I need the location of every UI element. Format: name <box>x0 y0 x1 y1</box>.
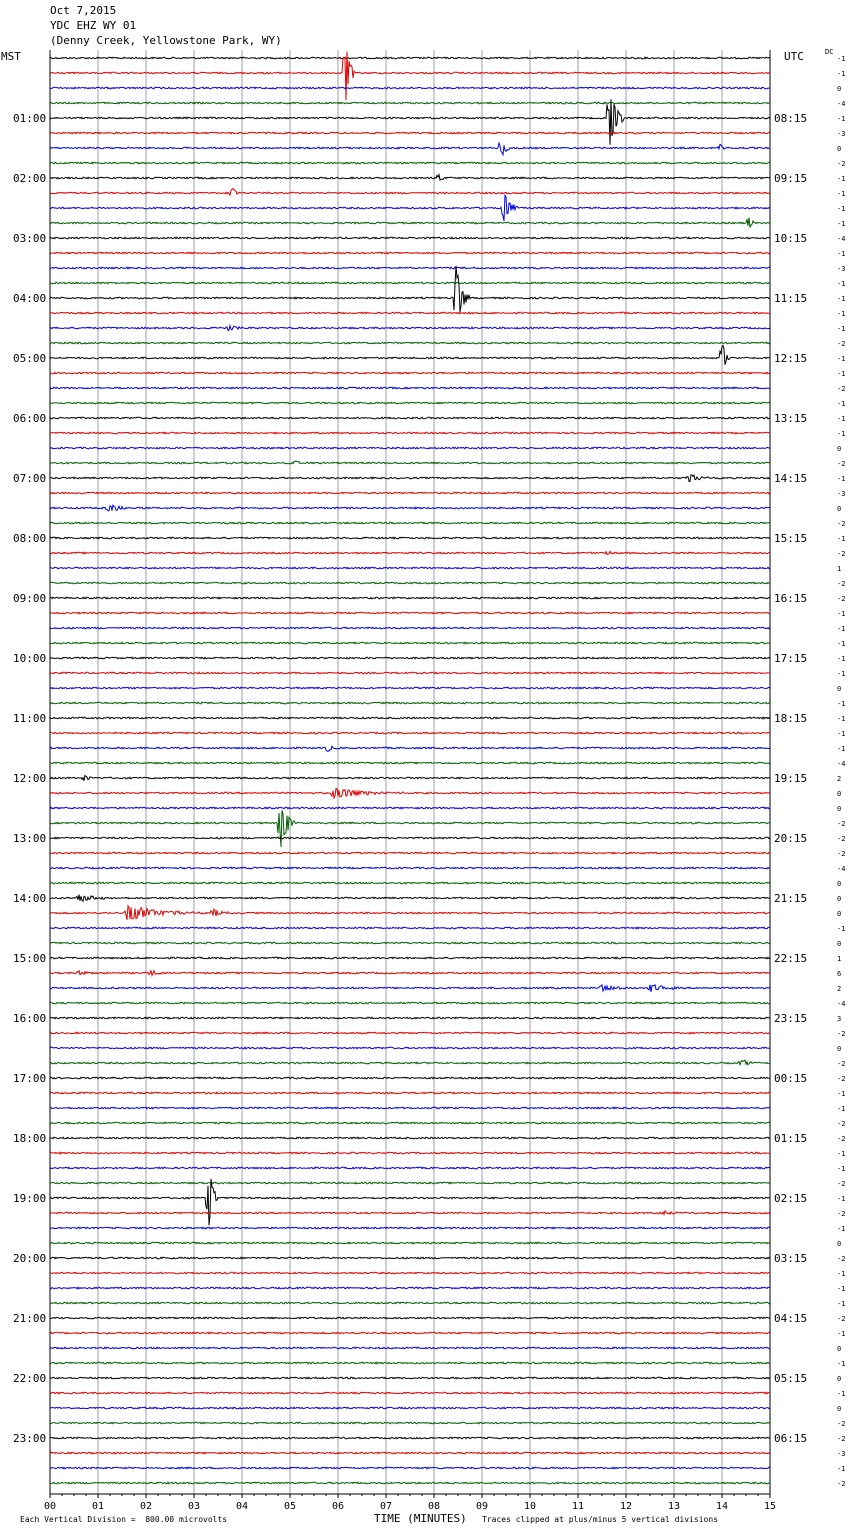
utc-hour-label: 23:15 <box>774 1012 808 1025</box>
dc-offset-label: -1 <box>837 655 846 663</box>
dc-offset-label: 0 <box>837 85 842 93</box>
dc-offset-label: -1 <box>837 250 846 258</box>
trace-row <box>50 475 770 482</box>
mst-hour-label: 09:00 <box>13 592 47 605</box>
dc-offset-label: -1 <box>837 610 846 618</box>
dc-offset-label: -1 <box>837 1225 846 1233</box>
dc-offset-label: 0 <box>837 445 842 453</box>
dc-offset-label: 0 <box>837 880 842 888</box>
mst-hour-label: 02:00 <box>13 172 47 185</box>
trace-row <box>50 492 770 494</box>
mst-hour-label: 17:00 <box>13 1072 47 1085</box>
dc-offset-label: -1 <box>837 670 846 678</box>
header-location: (Denny Creek, Yellowstone Park, WY) <box>50 34 282 47</box>
dc-offset-label: -2 <box>837 1180 846 1188</box>
dc-offset-label: -1 <box>837 640 846 648</box>
x-tick-label: 14 <box>715 1501 729 1512</box>
dc-offset-label: -3 <box>837 1450 846 1458</box>
trace-row <box>50 612 770 614</box>
utc-hour-label: 11:15 <box>774 292 808 305</box>
trace-row <box>50 597 770 599</box>
trace-row <box>50 1182 770 1184</box>
trace-row <box>50 657 770 659</box>
utc-hour-label: 10:15 <box>774 232 808 245</box>
left-axis-label: MST <box>1 50 21 63</box>
trace-row <box>50 895 770 902</box>
dc-offset-label: -1 <box>837 1195 846 1203</box>
utc-hour-label: 18:15 <box>774 712 808 725</box>
dc-offset-label: -2 <box>837 1210 846 1218</box>
dc-offset-label: 1 <box>837 565 842 573</box>
mst-hour-label: 20:00 <box>13 1252 47 1265</box>
trace-row <box>50 927 770 929</box>
mst-hour-label: 12:00 <box>13 772 47 785</box>
dc-offset-label: -1 <box>837 1300 846 1308</box>
dc-offset-label: -2 <box>837 160 846 168</box>
trace-row <box>50 882 770 884</box>
dc-offset-label: -4 <box>837 235 846 243</box>
mst-hour-label: 14:00 <box>13 892 47 905</box>
utc-hour-label: 21:15 <box>774 892 808 905</box>
mst-hour-label: 22:00 <box>13 1372 47 1385</box>
utc-hour-label: 17:15 <box>774 652 808 665</box>
dc-offset-label: -1 <box>837 715 846 723</box>
trace-row <box>50 788 770 798</box>
dc-offset-label: 2 <box>837 985 842 993</box>
dc-offset-label: -2 <box>837 1060 846 1068</box>
dc-offset-label: -4 <box>837 865 846 873</box>
dc-offset-label: -2 <box>837 520 846 528</box>
mst-hour-label: 06:00 <box>13 412 47 425</box>
trace-row <box>50 1060 770 1065</box>
dc-offset-label: -1 <box>837 1390 846 1398</box>
dc-offset-label: 0 <box>837 940 842 948</box>
trace-row <box>50 1047 770 1049</box>
trace-row <box>50 267 770 269</box>
dc-offset-label: 0 <box>837 1405 842 1413</box>
dc-offset-label: -1 <box>837 1270 846 1278</box>
trace-row <box>50 1179 770 1226</box>
mst-hour-label: 19:00 <box>13 1192 47 1205</box>
trace-row <box>50 218 770 228</box>
dc-offset-label: 0 <box>837 910 842 918</box>
dc-offset-label: -1 <box>837 475 846 483</box>
mst-hour-label: 18:00 <box>13 1132 47 1145</box>
trace-row <box>50 567 770 569</box>
trace-row <box>50 672 770 674</box>
trace-row <box>50 52 770 101</box>
dc-offset-label: -1 <box>837 1090 846 1098</box>
trace-row <box>50 1467 770 1469</box>
dc-offset-label: -1 <box>837 355 846 363</box>
dc-offset-label: -2 <box>837 550 846 558</box>
trace-row <box>50 57 770 59</box>
dc-offset-label: -2 <box>837 1120 846 1128</box>
dc-offset-label: -2 <box>837 1030 846 1038</box>
trace-row <box>50 1092 770 1094</box>
dc-offset-label: 0 <box>837 1045 842 1053</box>
dc-offset-label: -2 <box>837 1435 846 1443</box>
utc-hour-label: 16:15 <box>774 592 808 605</box>
dc-offset-label: -1 <box>837 370 846 378</box>
trace-row <box>50 432 770 434</box>
utc-hour-label: 03:15 <box>774 1252 808 1265</box>
trace-row <box>50 1362 770 1364</box>
dc-offset-label: -1 <box>837 190 846 198</box>
dc-offset-label: -1 <box>837 115 846 123</box>
dc-offset-label: -1 <box>837 400 846 408</box>
trace-row <box>50 87 770 89</box>
clip-note: Traces clipped at plus/minus 5 vertical divisions <box>482 1515 719 1524</box>
trace-row <box>50 1347 770 1349</box>
trace-row <box>50 162 770 164</box>
trace-row <box>50 985 770 992</box>
mst-hour-label: 04:00 <box>13 292 47 305</box>
dc-offset-label: 0 <box>837 1240 842 1248</box>
mst-hour-label: 08:00 <box>13 532 47 545</box>
dc-offset-label: -2 <box>837 1255 846 1263</box>
x-tick-label: 11 <box>571 1501 585 1512</box>
dc-offset-label: -1 <box>837 745 846 753</box>
trace-row <box>50 1437 770 1439</box>
trace-row <box>50 732 770 734</box>
utc-hour-label: 22:15 <box>774 952 808 965</box>
trace-row <box>50 1017 770 1019</box>
trace-row <box>50 461 770 464</box>
trace-row <box>50 99 770 144</box>
dc-offset-label: -2 <box>837 460 846 468</box>
x-tick-label: 13 <box>667 1501 681 1512</box>
dc-offset-label: -1 <box>837 730 846 738</box>
dc-offset-label: -2 <box>837 820 846 828</box>
dc-offset-label: -2 <box>837 580 846 588</box>
utc-hour-label: 01:15 <box>774 1132 808 1145</box>
dc-offset-label: -2 <box>837 340 846 348</box>
dc-offset-label: -2 <box>837 1480 846 1488</box>
header-station: YDC EHZ WY 01 <box>50 19 137 32</box>
header-date: Oct 7,2015 <box>50 4 117 17</box>
x-tick-label: 09 <box>475 1501 489 1512</box>
trace-row <box>50 505 770 511</box>
dc-offset-label: -1 <box>837 1150 846 1158</box>
trace-row <box>50 810 770 847</box>
trace-row <box>50 132 770 134</box>
dc-offset-label: 1 <box>837 955 842 963</box>
trace-row <box>50 852 770 854</box>
dc-offset-label: 0 <box>837 1345 842 1353</box>
trace-row <box>50 1422 770 1424</box>
trace-row <box>50 1032 770 1034</box>
trace-row <box>50 957 770 959</box>
trace-row <box>50 1211 770 1215</box>
dc-offset-label: -1 <box>837 55 846 63</box>
trace-row <box>50 372 770 374</box>
x-tick-label: 15 <box>763 1501 777 1512</box>
mst-hour-label: 05:00 <box>13 352 47 365</box>
dc-offset-label: -1 <box>837 220 846 228</box>
utc-hour-label: 19:15 <box>774 772 808 785</box>
mst-hour-label: 23:00 <box>13 1432 47 1445</box>
trace-row <box>50 837 770 839</box>
trace-row <box>50 522 770 524</box>
trace-row <box>50 266 770 312</box>
dc-offset-label: -2 <box>837 1135 846 1143</box>
dc-offset-label: -1 <box>837 175 846 183</box>
mst-hour-label: 10:00 <box>13 652 47 665</box>
trace-row <box>50 326 770 331</box>
dc-offset-label: 0 <box>837 805 842 813</box>
mst-hour-label: 15:00 <box>13 952 47 965</box>
dc-offset-label: -1 <box>837 1105 846 1113</box>
trace-row <box>50 1302 770 1304</box>
dc-offset-label: 0 <box>837 685 842 693</box>
dc-offset-label: -1 <box>837 295 846 303</box>
trace-row <box>50 551 770 554</box>
x-tick-label: 12 <box>619 1501 633 1512</box>
trace-row <box>50 1227 770 1229</box>
trace-row <box>50 1287 770 1289</box>
trace-row <box>50 970 770 975</box>
dc-offset-label: 2 <box>837 775 842 783</box>
trace-row <box>50 1152 770 1154</box>
x-tick-label: 10 <box>523 1501 537 1512</box>
mst-hour-label: 21:00 <box>13 1312 47 1325</box>
dc-offset-label: 0 <box>837 145 842 153</box>
dc-offset-label: -1 <box>837 1330 846 1338</box>
dc-offset-label: -3 <box>837 265 846 273</box>
trace-row <box>50 1122 770 1124</box>
x-axis-label: TIME (MINUTES) <box>374 1512 467 1525</box>
dc-offset-label: -1 <box>837 430 846 438</box>
trace-row <box>50 627 770 629</box>
trace-row <box>50 1107 770 1109</box>
x-tick-label: 01 <box>91 1501 105 1512</box>
dc-offset-label: -1 <box>837 700 846 708</box>
x-tick-label: 02 <box>139 1501 153 1512</box>
dc-offset-label: -2 <box>837 1420 846 1428</box>
trace-row <box>50 1002 770 1004</box>
mst-hour-label: 16:00 <box>13 1012 47 1025</box>
utc-hour-label: 00:15 <box>774 1072 808 1085</box>
trace-row <box>50 1392 770 1394</box>
trace-row <box>50 1167 770 1169</box>
trace-row <box>50 1077 770 1079</box>
dc-offset-label: 0 <box>837 505 842 513</box>
trace-row <box>50 807 770 809</box>
dc-offset-label: -1 <box>837 280 846 288</box>
dc-offset-label: -2 <box>837 385 846 393</box>
trace-row <box>50 1332 770 1334</box>
utc-hour-label: 20:15 <box>774 832 808 845</box>
trace-row <box>50 1452 770 1454</box>
utc-hour-label: 05:15 <box>774 1372 808 1385</box>
x-tick-label: 08 <box>427 1501 441 1512</box>
dc-offset-label: -3 <box>837 130 846 138</box>
trace-row <box>50 717 770 719</box>
x-tick-label: 03 <box>187 1501 201 1512</box>
utc-hour-label: 12:15 <box>774 352 808 365</box>
trace-row <box>50 762 770 764</box>
trace-row <box>50 906 770 920</box>
trace-row <box>50 402 770 404</box>
dc-offset-label: -2 <box>837 850 846 858</box>
right-axis-label: UTC <box>784 50 804 63</box>
dc-offset-label: 0 <box>837 790 842 798</box>
trace-row <box>50 1137 770 1139</box>
x-tick-label: 07 <box>379 1501 393 1512</box>
x-tick-label: 06 <box>331 1501 345 1512</box>
dc-offset-label: -3 <box>837 490 846 498</box>
mst-hour-label: 01:00 <box>13 112 47 125</box>
trace-row <box>50 1242 770 1244</box>
utc-hour-label: 14:15 <box>774 472 808 485</box>
trace-row <box>50 189 770 196</box>
dc-offset-label: -1 <box>837 1285 846 1293</box>
dc-offset-label: -2 <box>837 1075 846 1083</box>
trace-row <box>50 1257 770 1259</box>
trace-row <box>50 1482 770 1484</box>
trace-row <box>50 282 770 284</box>
dc-offset-label: -4 <box>837 100 846 108</box>
trace-row <box>50 1317 770 1319</box>
utc-hour-label: 15:15 <box>774 532 808 545</box>
utc-hour-label: 06:15 <box>774 1432 808 1445</box>
x-tick-label: 05 <box>283 1501 297 1512</box>
x-tick-label: 00 <box>43 1501 57 1512</box>
utc-hour-label: 13:15 <box>774 412 808 425</box>
mst-hour-label: 13:00 <box>13 832 47 845</box>
x-tick-label: 04 <box>235 1501 249 1512</box>
trace-row <box>50 102 770 104</box>
trace-row <box>50 175 770 180</box>
trace-row <box>50 582 770 584</box>
dc-label: DC <box>825 48 834 56</box>
trace-row <box>50 642 770 644</box>
utc-hour-label: 04:15 <box>774 1312 808 1325</box>
dc-offset-label: -1 <box>837 325 846 333</box>
dc-offset-label: -2 <box>837 1315 846 1323</box>
trace-row <box>50 312 770 314</box>
trace-row <box>50 537 770 539</box>
dc-offset-label: -1 <box>837 1165 846 1173</box>
dc-offset-label: -1 <box>837 415 846 423</box>
mst-hour-label: 11:00 <box>13 712 47 725</box>
trace-row <box>50 346 770 365</box>
dc-offset-label: -1 <box>837 925 846 933</box>
dc-offset-label: 0 <box>837 1375 842 1383</box>
dc-offset-label: -1 <box>837 1465 846 1473</box>
trace-row <box>50 143 770 155</box>
dc-offset-label: -4 <box>837 760 846 768</box>
trace-row <box>50 237 770 239</box>
trace-row <box>50 1407 770 1409</box>
dc-offset-label: -1 <box>837 70 846 78</box>
trace-row <box>50 447 770 449</box>
trace-row <box>50 342 770 344</box>
dc-offset-label: -2 <box>837 835 846 843</box>
trace-row <box>50 252 770 254</box>
trace-row <box>50 417 770 419</box>
trace-row <box>50 776 770 781</box>
dc-offset-label: 0 <box>837 895 842 903</box>
scale-note: Each Vertical Division = 800.00 microvolts <box>20 1515 228 1524</box>
utc-hour-label: 02:15 <box>774 1192 808 1205</box>
dc-offset-label: -1 <box>837 1360 846 1368</box>
trace-row <box>50 867 770 869</box>
dc-offset-label: -1 <box>837 625 846 633</box>
dc-offset-label: 6 <box>837 970 842 978</box>
utc-hour-label: 08:15 <box>774 112 808 125</box>
trace-row <box>50 942 770 944</box>
dc-offset-label: -2 <box>837 595 846 603</box>
utc-hour-label: 09:15 <box>774 172 808 185</box>
trace-row <box>50 687 770 689</box>
trace-row <box>50 702 770 704</box>
trace-row <box>50 1272 770 1274</box>
dc-offset-label: -1 <box>837 205 846 213</box>
mst-hour-label: 03:00 <box>13 232 47 245</box>
trace-row <box>50 746 770 751</box>
dc-offset-label: -1 <box>837 310 846 318</box>
trace-row <box>50 387 770 389</box>
trace-row <box>50 195 770 221</box>
mst-hour-label: 07:00 <box>13 472 47 485</box>
dc-offset-label: -4 <box>837 1000 846 1008</box>
trace-row <box>50 1377 770 1379</box>
dc-offset-label: 3 <box>837 1015 842 1023</box>
dc-offset-label: -1 <box>837 535 846 543</box>
